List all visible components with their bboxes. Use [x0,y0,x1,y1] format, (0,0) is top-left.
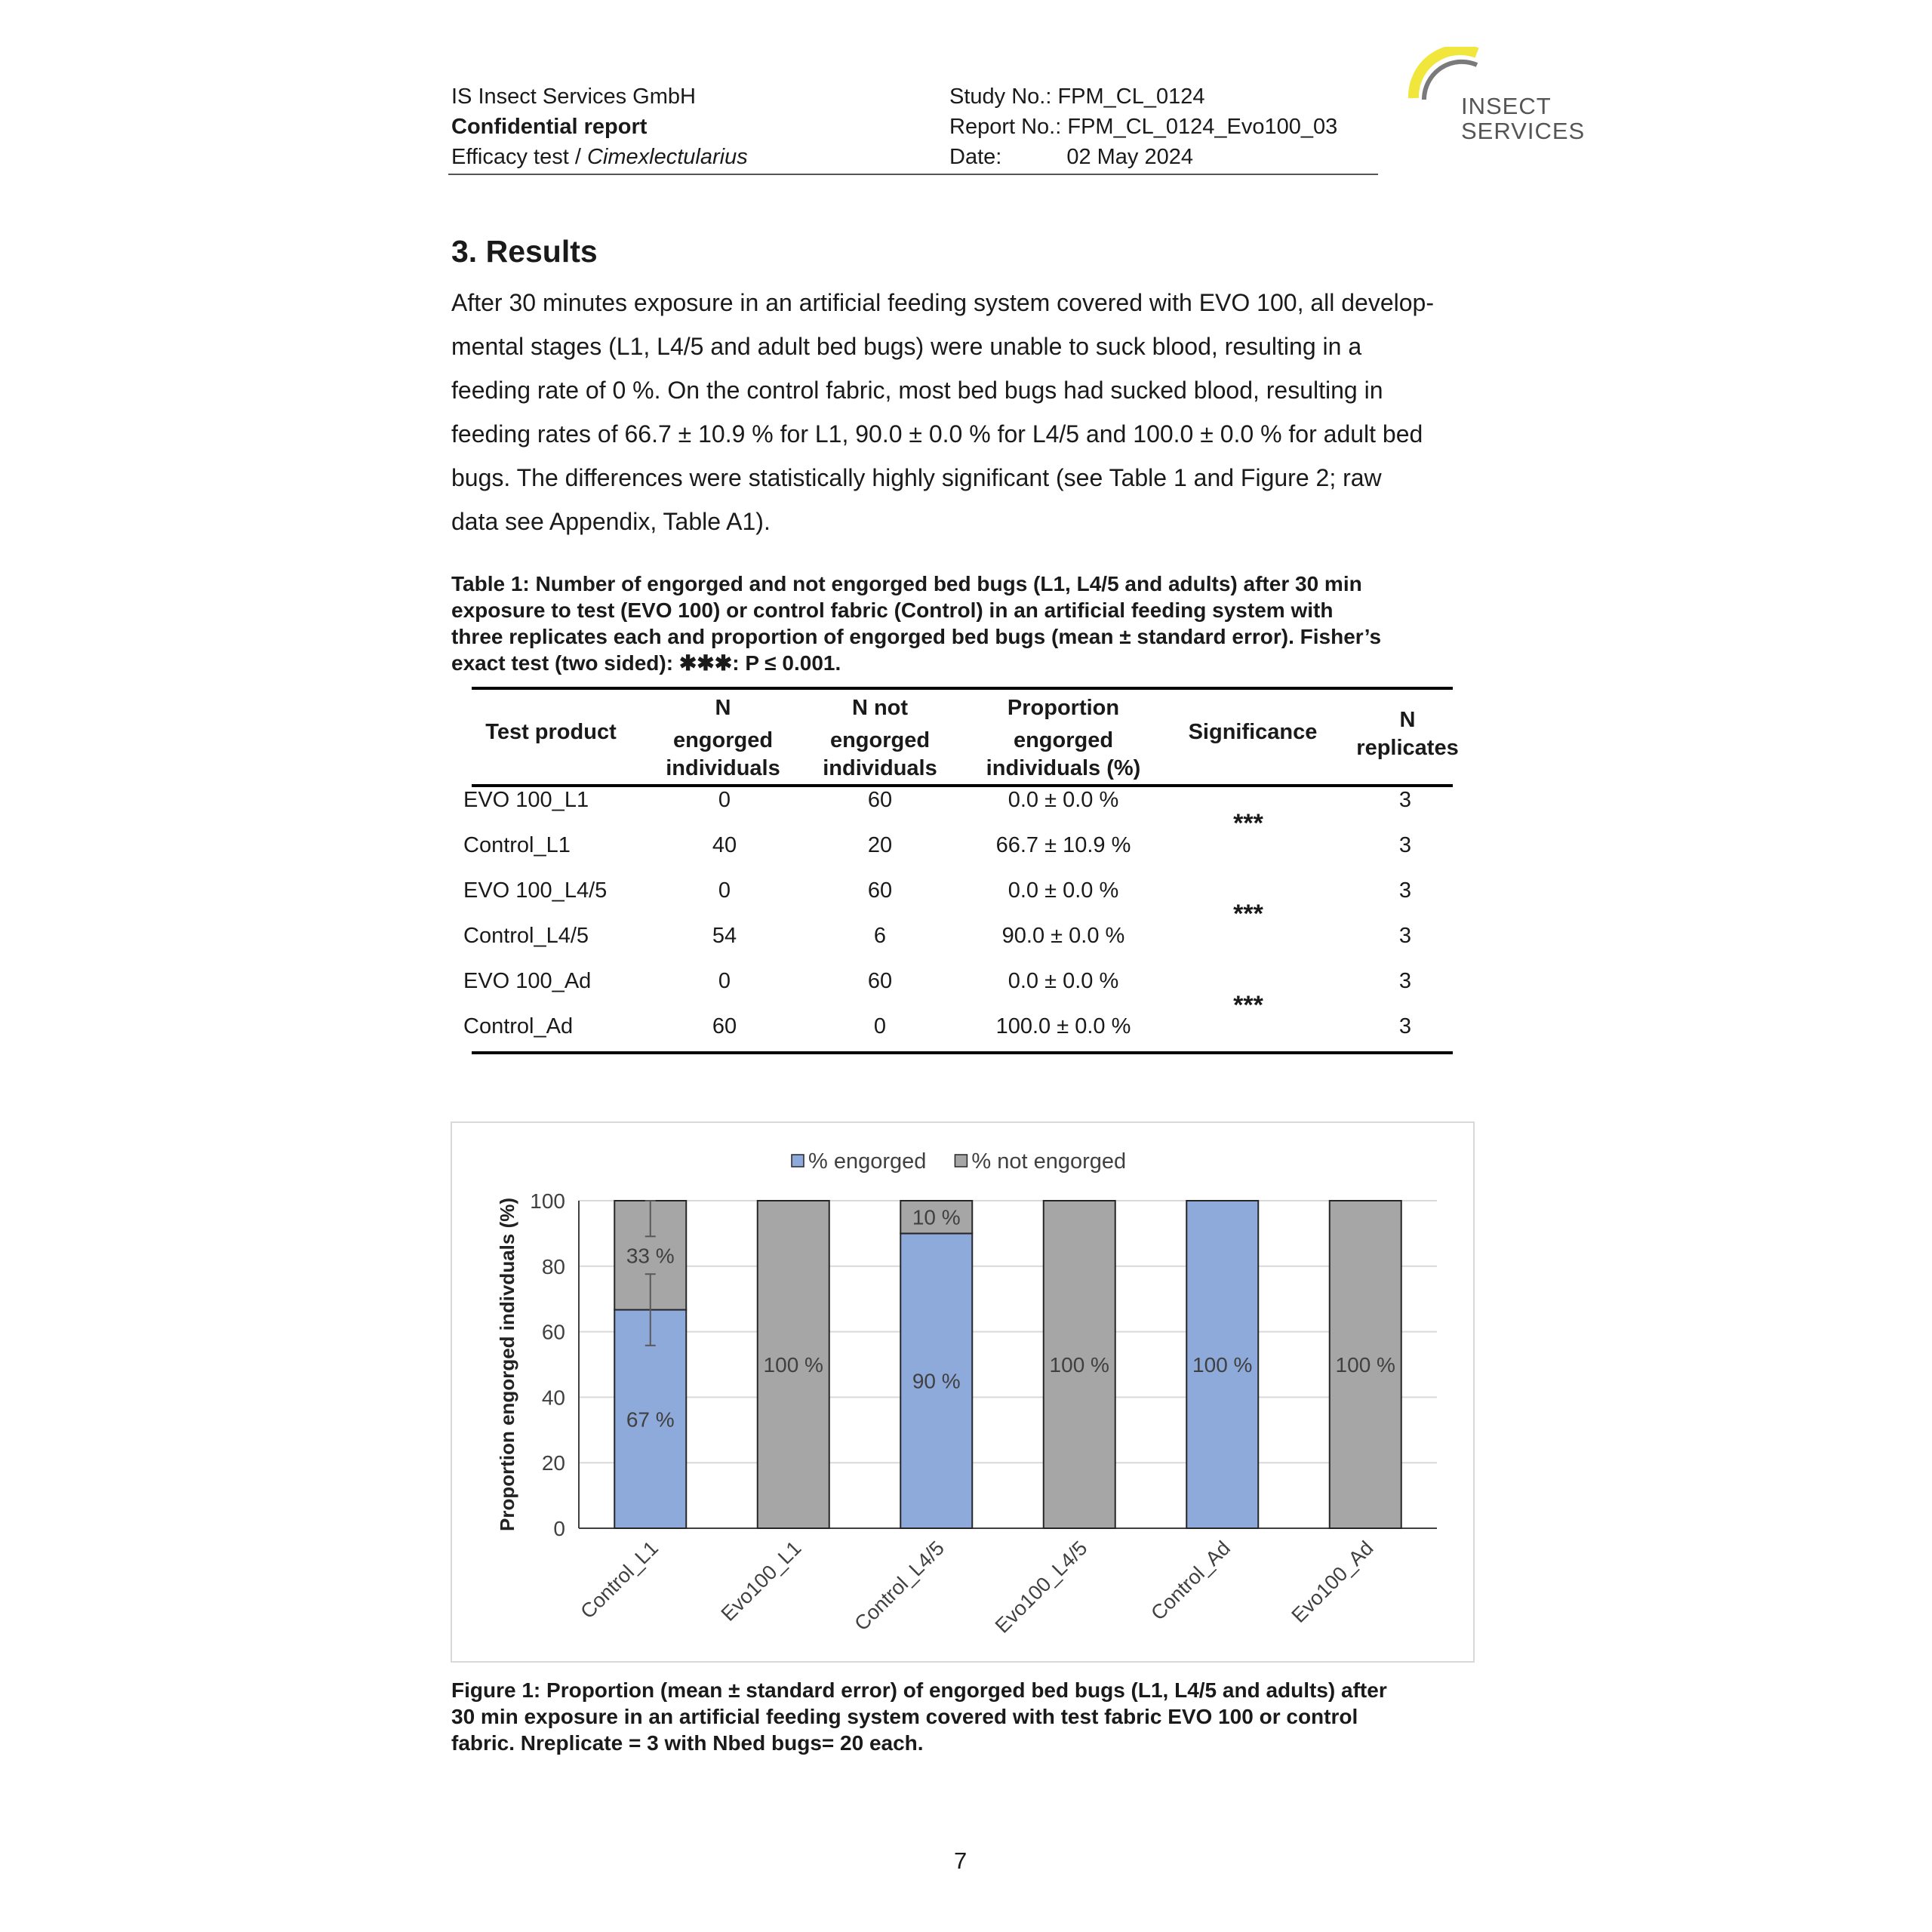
cell-not-engorged: 60 [867,969,893,993]
y-tick-label: 40 [541,1386,565,1410]
cell-replicates: 3 [1398,969,1412,993]
x-tick-label: Evo100_L1 [716,1537,806,1626]
col-header-product: Test product [485,720,617,744]
study-number: Study No.: FPM_CL_0124 [949,85,1205,109]
data-label: 100 % [1335,1353,1395,1377]
table-top-rule [472,687,1453,690]
species-name: Cimexlectularius [586,145,748,169]
header-divider [448,174,1378,175]
cell-proportion: 0.0 ± 0.0 % [1008,788,1119,812]
y-tick-label: 60 [541,1320,565,1344]
report-date: Date: 02 May 2024 [949,145,1193,169]
table-row [0,921,1932,951]
data-label: 67 % [626,1407,675,1432]
table-row [0,1011,1932,1041]
paragraph-line: feeding rate of 0 %. On the control fabric, most bed bugs had sucked blood, resulting in [451,377,1383,404]
col-header-not-engorged: N not engorged individuals [823,696,937,780]
cell-product: Control_L4/5 [463,924,589,948]
cell-replicates: 3 [1398,1014,1412,1038]
significance-mark: *** [1233,991,1263,1020]
legend-swatch [792,1155,804,1167]
cell-replicates: 3 [1398,924,1412,948]
legend-label: % not engorged [971,1149,1127,1174]
significance-mark: *** [1233,809,1263,838]
page-number: 7 [954,1847,968,1874]
paragraph-line: After 30 minutes exposure in an artificial feeding system covered with EVO 100, all develop- [451,289,1434,316]
col-header-engorged: N engorged individuals [666,696,780,780]
y-axis-label: Proportion engorged indivduals (%) [496,1198,518,1531]
data-label: 100 % [763,1353,823,1377]
stacked-bar-chart [452,1123,1473,1661]
table-row [0,966,1932,996]
table-bottom-rule [472,1051,1453,1054]
significance-mark: *** [1233,900,1263,928]
x-tick-label: Evo100_L4/5 [990,1537,1092,1638]
table-row [0,875,1932,906]
cell-proportion: 66.7 ± 10.9 % [995,833,1131,857]
data-label: 100 % [1049,1353,1109,1377]
paragraph-line: bugs. The differences were statistically highly significant (see Table 1 and Figure 2; raw [451,464,1382,491]
cell-not-engorged: 60 [867,878,893,903]
cell-replicates: 3 [1398,878,1412,903]
test-description: Efficacy test / Cimexlectularius [451,145,748,169]
header-right [949,82,1337,172]
y-tick-label: 80 [541,1254,565,1278]
x-tick-label: Control_Ad [1146,1537,1235,1625]
col-header-replicates: N replicates [1356,708,1459,760]
cell-product: EVO 100_L1 [463,788,589,812]
report-number: Report No.: FPM_CL_0124_Evo100_03 [949,115,1338,139]
cell-replicates: 3 [1398,788,1412,812]
cell-replicates: 3 [1398,833,1412,857]
table-row [0,830,1932,860]
x-tick-label: Evo100_Ad [1287,1537,1378,1627]
y-tick-label: 0 [553,1517,565,1540]
cell-not-engorged: 6 [873,924,887,948]
chart-frame [451,1121,1475,1663]
paragraph-line: feeding rates of 66.7 ± 10.9 % for L1, 90.0 ± 0.0 % for L4/5 and 100.0 ± 0.0 % for adult bed [451,420,1423,448]
data-label: 90 % [912,1369,961,1393]
cell-engorged: 0 [718,878,731,903]
cell-product: EVO 100_L4/5 [463,878,608,903]
cell-product: EVO 100_Ad [463,969,592,993]
cell-proportion: 100.0 ± 0.0 % [995,1014,1131,1038]
cell-not-engorged: 60 [867,788,893,812]
x-tick-label: Control_L4/5 [850,1537,949,1635]
cell-engorged: 40 [712,833,737,857]
cell-engorged: 0 [718,788,731,812]
cell-proportion: 90.0 ± 0.0 % [1001,924,1125,948]
col-header-proportion: Proportion engorged individuals (%) [986,696,1141,780]
table-caption: Table 1: Number of engorged and not engorged bed bugs (L1, L4/5 and adults) after 30 min exposure to test (EVO 100) or control fabric (Control) in an artificial feeding system with three replicates each and proportion of engorged bed bugs (mean ± standard error). Fisher’s exact test (two sided): ✱✱✱: P ≤ 0.001. [451,572,1382,675]
data-label: 100 % [1192,1353,1253,1377]
y-tick-label: 20 [541,1451,565,1475]
logo-text: INSECT SERVICES [1461,93,1586,144]
cell-product: Control_Ad [463,1014,574,1038]
section-title: 3. Results [451,234,598,269]
paragraph-line: data see Appendix, Table A1). [451,508,771,535]
col-header-significance: Significance [1188,720,1318,744]
company-name: IS Insect Services GmbH [451,85,696,109]
results-paragraph [451,281,1500,543]
figure-caption: Figure 1: Proportion (mean ± standard error) of engorged bed bugs (L1, L4/5 and adults) after 30 min exposure in an artificial feeding system covered with test fabric EVO 100 or control fabric. Nreplicate = 3 with Nbed bugs= 20 each. [451,1678,1387,1755]
y-tick-label: 100 [530,1189,565,1213]
legend-label: % engorged [808,1149,927,1174]
data-label: 10 % [912,1205,961,1229]
cell-engorged: 0 [718,969,731,993]
cell-not-engorged: 0 [873,1014,887,1038]
cell-engorged: 60 [712,1014,737,1038]
report-type: Confidential report [451,115,648,139]
x-tick-label: Control_L1 [576,1537,663,1623]
data-label: 33 % [626,1244,675,1268]
header-left [451,82,748,172]
cell-engorged: 54 [712,924,737,948]
cell-proportion: 0.0 ± 0.0 % [1008,878,1119,903]
cell-proportion: 0.0 ± 0.0 % [1008,969,1119,993]
cell-not-engorged: 20 [867,833,893,857]
legend-swatch [955,1155,967,1167]
paragraph-line: mental stages (L1, L4/5 and adult bed bugs) were unable to suck blood, resulting in a [451,333,1362,360]
table-row [0,785,1932,815]
cell-product: Control_L1 [463,833,571,857]
